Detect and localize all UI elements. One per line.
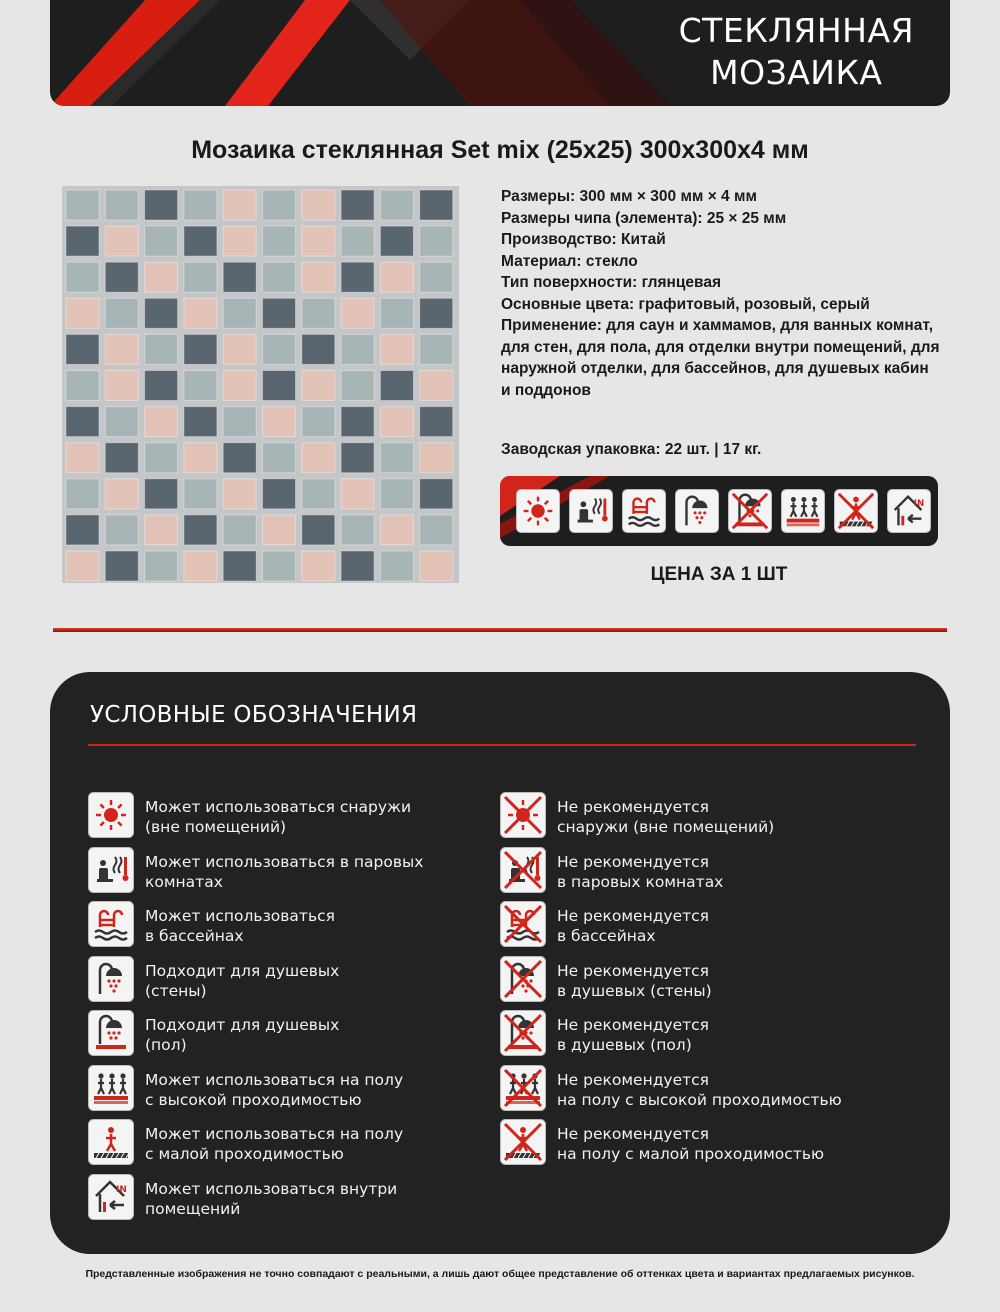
- legend-item-line2: комнатах: [145, 872, 223, 891]
- legend-item-line2: помещений: [145, 1199, 241, 1218]
- mosaic-product-image: [62, 186, 459, 583]
- legend-item-line2: на полу с малой проходимостью: [557, 1145, 825, 1163]
- product-title: Мозаика стеклянная Set mix (25x25) 300x300x4 мм: [191, 136, 809, 164]
- spec-application: Применение: для саун и хаммамов, для ванных комнат, для стен, для пола, для отделки внутри помещений, для наружной отделки, для бассейнов, для душевых кабин и поддонов: [501, 317, 940, 399]
- legend-item: [500, 1008, 900, 1058]
- low-traffic-floor-not-recommended-icon: [500, 1119, 546, 1165]
- legend-panel: [50, 672, 950, 1254]
- legend-item-line1: Может использоваться снаружи: [145, 798, 412, 816]
- legend-item: [500, 845, 900, 895]
- legend-item: [88, 845, 488, 895]
- legend-item: [88, 790, 488, 840]
- section-divider: [53, 628, 947, 632]
- legend-item-text: [557, 797, 774, 837]
- legend-item-line2: в паровых комнатах: [557, 872, 724, 891]
- legend-item-line2: (вне помещений): [145, 818, 287, 836]
- steam-room-icon: [569, 489, 613, 533]
- legend-item-text: [145, 1070, 403, 1110]
- legend-item-line2: в душевых (стены): [557, 981, 712, 1000]
- legend-item-line1: Не рекомендуется: [557, 798, 710, 816]
- legend-item-line2: на полу с высокой проходимостью: [557, 1090, 842, 1109]
- legend-item-line1: Может использоваться внутри: [145, 1179, 398, 1198]
- high-traffic-floor-not-recommended-icon: [500, 1065, 546, 1111]
- legend-item-text: [145, 1179, 397, 1219]
- legend-item-text: [145, 852, 423, 892]
- legend-item-text: [557, 1015, 709, 1055]
- legend-item: [500, 954, 900, 1004]
- legend-item-line2: в бассейнах: [557, 927, 656, 945]
- high-traffic-floor-icon: [781, 489, 825, 533]
- svg-text:IN: IN: [913, 499, 925, 510]
- legend-item-line2: с малой проходимостью: [145, 1145, 344, 1163]
- shower-floor-not-recommended-icon: [728, 489, 772, 533]
- legend-item-line2: в душевых (пол): [557, 1036, 692, 1054]
- legend-item-line1: Не рекомендуется: [557, 1016, 710, 1034]
- legend-item-line1: Может использоваться на полу: [145, 1070, 404, 1089]
- legend-item-line2: (стены): [145, 981, 207, 1000]
- legend-item-line1: Подходит для душевых: [145, 1016, 340, 1034]
- legend-item: [88, 899, 488, 949]
- legend-item-line1: Может использоваться в паровых: [145, 852, 424, 871]
- legend-item-text: [145, 1124, 403, 1164]
- header-banner: [50, 0, 950, 106]
- legend-item-line1: Не рекомендуется: [557, 907, 710, 925]
- usage-icon-bar: [500, 476, 938, 546]
- disclaimer: Представленные изображения не точно совпадают с реальными, а лишь дают общее представление об оттенках цвета и вариантах предлагаемых рисунков.: [85, 1268, 915, 1280]
- legend-item-line1: Не рекомендуется: [557, 852, 710, 871]
- legend-item-text: [145, 1015, 339, 1055]
- shower-floor-icon: [88, 1010, 134, 1056]
- shower-wall-not-recommended-icon: [500, 956, 546, 1002]
- outdoor-not-recommended-icon: [500, 792, 546, 838]
- legend-item-line2: в бассейнах: [145, 927, 244, 945]
- legend-item: [500, 1063, 900, 1113]
- legend-item: [88, 1117, 488, 1167]
- legend-item-line2: снаружи (вне помещений): [557, 818, 775, 836]
- steam-room-not-recommended-icon: [500, 847, 546, 893]
- banner-title-line2: МОЗАИКА: [710, 53, 883, 92]
- legend-item-text: [557, 961, 712, 1001]
- pool-not-recommended-icon: [500, 901, 546, 947]
- product-specs: [501, 186, 941, 401]
- indoor-icon: [887, 489, 931, 533]
- legend-item: [88, 1063, 488, 1113]
- legend-item-line1: Подходит для душевых: [145, 961, 340, 980]
- legend-item-text: [145, 961, 339, 1001]
- low-traffic-floor-icon: [88, 1119, 134, 1165]
- legend-item-text: [145, 906, 335, 946]
- pool-icon: [622, 489, 666, 533]
- legend-item: [500, 899, 900, 949]
- steam-room-icon: [88, 847, 134, 893]
- spec-size: Размеры: 300 мм × 300 мм × 4 мм: [501, 188, 757, 205]
- outdoor-icon: [88, 792, 134, 838]
- legend-item: [88, 1172, 488, 1222]
- legend-item-text: [557, 1124, 824, 1164]
- banner-title-line1: СТЕКЛЯННАЯ: [678, 11, 914, 50]
- packaging-info: Заводская упаковка: 22 шт. | 17 кг.: [501, 441, 762, 458]
- legend-item-line1: Не рекомендуется: [557, 1070, 710, 1089]
- legend-title: УСЛОВНЫЕ ОБОЗНАЧЕНИЯ: [90, 702, 418, 728]
- spec-surface: Тип поверхности: глянцевая: [501, 274, 722, 291]
- legend-item-text: [145, 797, 411, 837]
- legend-item-line1: Может использоваться: [145, 907, 335, 925]
- spec-chip-size: Размеры чипа (элемента): 25 × 25 мм: [501, 209, 787, 227]
- shower-wall-icon: [675, 489, 719, 533]
- price-label: ЦЕНА ЗА 1 ШТ: [650, 564, 788, 585]
- legend-rule: [88, 744, 916, 746]
- svg-text:IN: IN: [116, 1184, 127, 1195]
- legend-item-text: [557, 906, 709, 946]
- legend-item-line2: (пол): [145, 1036, 187, 1054]
- shower-wall-icon: [88, 956, 134, 1002]
- legend-item: [500, 1117, 900, 1167]
- mosaic-grid: [62, 186, 459, 583]
- icon-bar-icons: [516, 489, 931, 533]
- indoor-icon: [88, 1174, 134, 1220]
- spec-colors: Основные цвета: графитовый, розовый, серый: [501, 295, 870, 313]
- legend-item: [88, 1008, 488, 1058]
- banner-title: [679, 10, 914, 94]
- legend-item-line1: Может использоваться на полу: [145, 1125, 404, 1143]
- legend-item: [88, 954, 488, 1004]
- legend-item-line1: Не рекомендуется: [557, 961, 710, 980]
- spec-material: Материал: стекло: [501, 252, 638, 270]
- legend-item-line1: Не рекомендуется: [557, 1125, 710, 1143]
- pool-icon: [88, 901, 134, 947]
- shower-floor-not-recommended-icon: [500, 1010, 546, 1056]
- high-traffic-floor-icon: [88, 1065, 134, 1111]
- low-traffic-floor-not-recommended-icon: [834, 489, 878, 533]
- legend-item-line2: с высокой проходимостью: [145, 1090, 362, 1109]
- outdoor-icon: [516, 489, 560, 533]
- legend-item-text: [557, 852, 723, 892]
- legend-item: [500, 790, 900, 840]
- legend-item-text: [557, 1070, 842, 1110]
- spec-origin: Производство: Китай: [501, 231, 666, 248]
